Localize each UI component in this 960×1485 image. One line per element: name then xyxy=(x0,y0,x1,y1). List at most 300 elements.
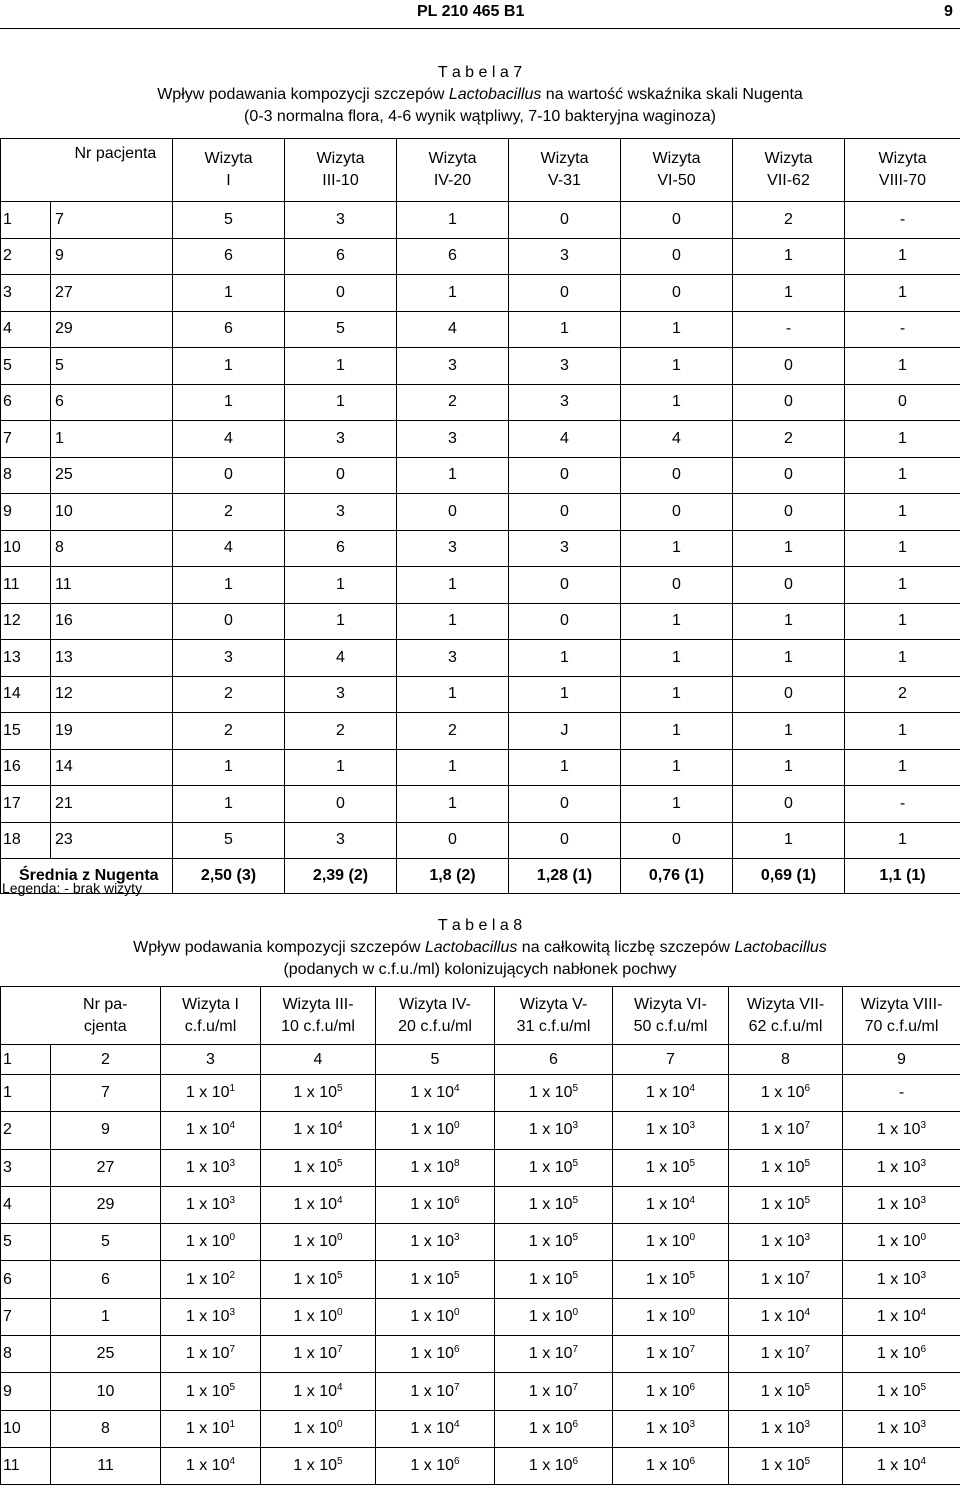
table-cell: 3 xyxy=(397,421,509,458)
table-row xyxy=(1,1261,960,1298)
table-cell xyxy=(376,1298,495,1335)
average-cell: 1,8 (2) xyxy=(397,859,509,894)
value-exponent: 3 xyxy=(805,1232,811,1243)
value-exponent: 3 xyxy=(690,1419,696,1430)
value-base: 1 x 10 xyxy=(293,1308,337,1325)
table-cell: 2 xyxy=(1,238,51,275)
table-cell: 1 xyxy=(51,1298,161,1335)
value-exponent: 5 xyxy=(573,1083,579,1094)
value-base: 1 x 10 xyxy=(529,1383,573,1400)
column-index-cell: 8 xyxy=(729,1045,843,1075)
table-cell: 5 xyxy=(173,822,285,859)
value-base: 1 x 10 xyxy=(293,1084,337,1101)
value-exponent: 5 xyxy=(573,1195,579,1206)
table-cell: 6 xyxy=(285,530,397,567)
value-exponent: 0 xyxy=(690,1232,696,1243)
table-cell: 8 xyxy=(1,1336,51,1373)
table-cell: 1 xyxy=(621,603,733,640)
table-cell: 1 xyxy=(509,676,621,713)
table-cell: 0 xyxy=(733,786,845,823)
table-cell xyxy=(376,1149,495,1186)
table-cell: 1 xyxy=(621,713,733,750)
table-cell xyxy=(161,1298,261,1335)
table-cell: 4 xyxy=(173,530,285,567)
table-7 xyxy=(0,138,960,894)
column-header-line1: Wizyta III- xyxy=(282,996,353,1013)
table-cell: 13 xyxy=(51,640,173,677)
table8-column-header xyxy=(376,987,495,1045)
value-exponent: 6 xyxy=(454,1344,460,1355)
column-header-line1: Wizyta xyxy=(205,150,253,167)
table-cell xyxy=(613,1336,729,1373)
value-base: 1 x 10 xyxy=(529,1196,573,1213)
average-cell: 1,28 (1) xyxy=(509,859,621,894)
table-cell xyxy=(376,1112,495,1149)
value-exponent: 4 xyxy=(454,1419,460,1430)
table-cell: 0 xyxy=(285,457,397,494)
value-exponent: 5 xyxy=(690,1158,696,1169)
table-cell xyxy=(495,1186,613,1223)
table8-caption-line1: Wpływ podawania kompozycji szczepów Lactobacillus na całkowitą liczbę szczepów Lactobacillus xyxy=(0,937,960,959)
value-base: 1 x 10 xyxy=(877,1420,921,1437)
value-exponent: 6 xyxy=(454,1456,460,1467)
table-cell xyxy=(843,1336,960,1373)
table-cell: 0 xyxy=(621,567,733,604)
value-base: 1 x 10 xyxy=(529,1159,573,1176)
column-header-line1: Wizyta I xyxy=(182,996,239,1013)
value-base: 1 x 10 xyxy=(761,1457,805,1474)
average-cell: 0,76 (1) xyxy=(621,859,733,894)
table-cell xyxy=(376,1075,495,1112)
value-exponent: 5 xyxy=(573,1270,579,1281)
column-header-line2: I xyxy=(226,172,230,189)
table8-column-header xyxy=(51,987,161,1045)
table-cell xyxy=(843,1186,960,1223)
table-cell: 14 xyxy=(1,676,51,713)
table7-column-header xyxy=(173,139,285,202)
table8-caption-line2: (podanych w c.f.u./ml) kolonizujących nabłonek pochwy xyxy=(0,959,960,981)
table-cell xyxy=(261,1186,376,1223)
table-row xyxy=(1,348,960,385)
column-header-line1: Wizyta VIII- xyxy=(861,996,943,1013)
table-cell xyxy=(261,1336,376,1373)
column-header-line1: Wizyta xyxy=(317,150,365,167)
value-base: 1 x 10 xyxy=(529,1345,573,1362)
value-exponent: 4 xyxy=(921,1307,927,1318)
table-cell: 0 xyxy=(733,676,845,713)
value-base: 1 x 10 xyxy=(646,1159,690,1176)
table7-column-header xyxy=(51,139,173,202)
value-exponent: 5 xyxy=(805,1158,811,1169)
value-exponent: 0 xyxy=(921,1232,927,1243)
table-cell: 3 xyxy=(397,348,509,385)
table-cell: 1 xyxy=(621,676,733,713)
table-cell: 1 xyxy=(845,348,960,385)
column-header-line2: VII-62 xyxy=(767,172,810,189)
value-base: 1 x 10 xyxy=(186,1345,230,1362)
value-exponent: 7 xyxy=(805,1270,811,1281)
value-exponent: 3 xyxy=(805,1419,811,1430)
value-exponent: 6 xyxy=(573,1456,579,1467)
column-header-line2: c.f.u/ml xyxy=(185,1018,237,1035)
column-header-line1: Wizyta xyxy=(879,150,927,167)
average-label: Średnia z Nugenta xyxy=(1,859,173,894)
table-cell xyxy=(495,1149,613,1186)
value-exponent: 3 xyxy=(921,1419,927,1430)
value-base: 1 x 10 xyxy=(410,1271,454,1288)
table7-column-header xyxy=(509,139,621,202)
table-cell: 1 xyxy=(397,749,509,786)
table-row xyxy=(1,567,960,604)
value-exponent: 6 xyxy=(573,1419,579,1430)
table-cell xyxy=(495,1075,613,1112)
table-cell: 1 xyxy=(509,749,621,786)
table-cell: 1 xyxy=(733,275,845,312)
value-base: 1 x 10 xyxy=(293,1159,337,1176)
table-cell xyxy=(376,1224,495,1261)
value-exponent: 7 xyxy=(805,1344,811,1355)
table-cell xyxy=(843,1224,960,1261)
value-base: 1 x 10 xyxy=(877,1345,921,1362)
table-cell xyxy=(376,1410,495,1447)
table-cell xyxy=(729,1298,843,1335)
column-header-line2: VIII-70 xyxy=(879,172,926,189)
value-base: 1 x 10 xyxy=(410,1233,454,1250)
table-cell: 9 xyxy=(51,1112,161,1149)
document-id: PL 210 465 B1 xyxy=(417,3,524,21)
value-base: 1 x 10 xyxy=(529,1457,573,1474)
table-row xyxy=(1,1373,960,1410)
value-exponent: 4 xyxy=(690,1083,696,1094)
table-cell: 2 xyxy=(285,713,397,750)
table-cell: 2 xyxy=(845,676,960,713)
value-exponent: 0 xyxy=(337,1232,343,1243)
column-index-cell: 1 xyxy=(1,1045,51,1075)
table-cell: 7 xyxy=(51,1075,161,1112)
table-cell xyxy=(495,1261,613,1298)
table-cell: - xyxy=(845,786,960,823)
table-cell: 12 xyxy=(51,676,173,713)
table-cell: 2 xyxy=(173,713,285,750)
value-exponent: 4 xyxy=(454,1083,460,1094)
value-exponent: 3 xyxy=(230,1195,236,1206)
column-header-line2: 50 c.f.u/ml xyxy=(634,1018,708,1035)
table-cell xyxy=(613,1186,729,1223)
column-header-line1: Wizyta VI- xyxy=(634,996,707,1013)
table-cell: 10 xyxy=(51,1373,161,1410)
table-cell: 5 xyxy=(173,202,285,239)
table-cell: 13 xyxy=(1,640,51,677)
table-cell: 0 xyxy=(733,494,845,531)
table-cell: 6 xyxy=(173,238,285,275)
table-cell xyxy=(161,1224,261,1261)
table-cell xyxy=(843,1261,960,1298)
table-cell: 3 xyxy=(509,384,621,421)
column-header-line2: 70 c.f.u/ml xyxy=(865,1018,939,1035)
column-header-line2: 10 c.f.u/ml xyxy=(281,1018,355,1035)
table-cell xyxy=(261,1075,376,1112)
average-row xyxy=(1,859,960,894)
value-base: 1 x 10 xyxy=(877,1233,921,1250)
table-cell: 1 xyxy=(733,713,845,750)
value-exponent: 0 xyxy=(690,1307,696,1318)
value-exponent: 0 xyxy=(230,1232,236,1243)
table-cell: 3 xyxy=(509,530,621,567)
value-base: 1 x 10 xyxy=(410,1457,454,1474)
table-cell: 1 xyxy=(733,238,845,275)
table-row xyxy=(1,603,960,640)
table7-column-header xyxy=(397,139,509,202)
table-cell: 1 xyxy=(173,786,285,823)
table-cell: 5 xyxy=(1,1224,51,1261)
value-base: 1 x 10 xyxy=(186,1271,230,1288)
table-cell xyxy=(261,1261,376,1298)
value-base: 1 x 10 xyxy=(186,1233,230,1250)
column-header-line1: Wizyta IV- xyxy=(399,996,471,1013)
table-cell: 12 xyxy=(1,603,51,640)
table-cell: 1 xyxy=(621,749,733,786)
value-base: 1 x 10 xyxy=(410,1345,454,1362)
table-cell: 9 xyxy=(1,494,51,531)
table-cell: 27 xyxy=(51,1149,161,1186)
table-cell: 1 xyxy=(621,384,733,421)
table-cell xyxy=(261,1373,376,1410)
value-exponent: 6 xyxy=(921,1344,927,1355)
table-row xyxy=(1,786,960,823)
table-cell: 2 xyxy=(733,421,845,458)
table-cell: 1 xyxy=(509,640,621,677)
table8-column-header xyxy=(495,987,613,1045)
column-index-row xyxy=(1,1045,960,1075)
table-cell xyxy=(729,1224,843,1261)
table-cell xyxy=(729,1112,843,1149)
table-cell: 0 xyxy=(621,457,733,494)
table-cell xyxy=(729,1410,843,1447)
table-cell xyxy=(261,1298,376,1335)
table-cell: 1 xyxy=(397,275,509,312)
column-header-line2: 31 c.f.u/ml xyxy=(517,1018,591,1035)
table-cell: 29 xyxy=(51,1186,161,1223)
table-cell: 7 xyxy=(51,202,173,239)
table-cell: 1 xyxy=(173,348,285,385)
table-cell: 3 xyxy=(285,494,397,531)
value-base: 1 x 10 xyxy=(186,1159,230,1176)
table-cell: 1 xyxy=(845,603,960,640)
table-cell xyxy=(613,1075,729,1112)
table-row xyxy=(1,676,960,713)
table-cell xyxy=(843,1298,960,1335)
table-cell xyxy=(161,1186,261,1223)
table-row xyxy=(1,457,960,494)
table-row xyxy=(1,640,960,677)
table-cell: 0 xyxy=(621,202,733,239)
table-cell xyxy=(495,1447,613,1484)
value-exponent: 7 xyxy=(573,1382,579,1393)
table7-title: T a b e l a 7 xyxy=(0,62,960,84)
table-cell: 5 xyxy=(1,348,51,385)
table-cell xyxy=(161,1447,261,1484)
table-cell: 1 xyxy=(285,348,397,385)
column-header-line1: Wizyta VII- xyxy=(747,996,824,1013)
table-cell xyxy=(261,1410,376,1447)
table-cell: 6 xyxy=(397,238,509,275)
table-cell: 4 xyxy=(397,311,509,348)
table-cell: 6 xyxy=(51,1261,161,1298)
table-cell: 11 xyxy=(51,567,173,604)
table-cell: 4 xyxy=(285,640,397,677)
table-cell: 1 xyxy=(173,749,285,786)
table-cell xyxy=(495,1373,613,1410)
value-base: 1 x 10 xyxy=(186,1196,230,1213)
table-cell: 1 xyxy=(1,202,51,239)
table-cell: 1 xyxy=(845,567,960,604)
value-base: 1 x 10 xyxy=(293,1121,337,1138)
table-cell: 0 xyxy=(509,457,621,494)
value-exponent: 3 xyxy=(921,1120,927,1131)
value-base: 1 x 10 xyxy=(877,1271,921,1288)
table-cell: 1 xyxy=(397,603,509,640)
value-exponent: 0 xyxy=(337,1307,343,1318)
table-cell: - xyxy=(845,202,960,239)
table8-column-header xyxy=(613,987,729,1045)
value-exponent: 4 xyxy=(337,1195,343,1206)
table-cell xyxy=(613,1261,729,1298)
value-base: 1 x 10 xyxy=(293,1196,337,1213)
value-exponent: 5 xyxy=(690,1270,696,1281)
column-index-cell: 2 xyxy=(51,1045,161,1075)
value-base: 1 x 10 xyxy=(646,1457,690,1474)
table-cell: 6 xyxy=(285,238,397,275)
table-cell: 0 xyxy=(509,567,621,604)
table-cell: 4 xyxy=(173,421,285,458)
table-row xyxy=(1,1447,960,1484)
table-cell: 2 xyxy=(397,384,509,421)
table-cell xyxy=(261,1149,376,1186)
table-cell: 11 xyxy=(1,567,51,604)
legend: Legenda: - brak wizyty xyxy=(2,880,142,896)
value-base: 1 x 10 xyxy=(293,1233,337,1250)
table-cell: 1 xyxy=(733,530,845,567)
table-cell: 5 xyxy=(51,1224,161,1261)
table-cell: 0 xyxy=(509,202,621,239)
table-row xyxy=(1,421,960,458)
value-exponent: 0 xyxy=(454,1120,460,1131)
table-cell: 1 xyxy=(621,530,733,567)
value-base: 1 x 10 xyxy=(410,1121,454,1138)
value-base: 1 x 10 xyxy=(646,1308,690,1325)
table-cell: 0 xyxy=(509,786,621,823)
value-exponent: 6 xyxy=(690,1382,696,1393)
column-header-line2: IV-20 xyxy=(434,172,471,189)
page-number: 9 xyxy=(944,3,953,21)
table-cell: 0 xyxy=(621,238,733,275)
table-cell xyxy=(729,1336,843,1373)
table-cell xyxy=(495,1410,613,1447)
value-base: 1 x 10 xyxy=(410,1196,454,1213)
value-base: 1 x 10 xyxy=(877,1457,921,1474)
value-exponent: 6 xyxy=(454,1195,460,1206)
table-cell xyxy=(495,1298,613,1335)
table-cell: 0 xyxy=(733,384,845,421)
table-cell: 19 xyxy=(51,713,173,750)
table8-title: T a b e l a 8 xyxy=(0,915,960,937)
column-header-line2: V-31 xyxy=(548,172,581,189)
value-base: 1 x 10 xyxy=(646,1233,690,1250)
value-exponent: 5 xyxy=(805,1195,811,1206)
table-cell: 2 xyxy=(1,1112,51,1149)
value-exponent: 0 xyxy=(454,1307,460,1318)
table-cell: 0 xyxy=(509,603,621,640)
value-exponent: 4 xyxy=(230,1456,236,1467)
table-cell xyxy=(261,1112,376,1149)
value-exponent: 4 xyxy=(230,1120,236,1131)
value-exponent: 5 xyxy=(805,1456,811,1467)
table-cell xyxy=(613,1410,729,1447)
table7-caption-line2: (0-3 normalna flora, 4-6 wynik wątpliwy, 7-10 bakteryjna waginoza) xyxy=(0,106,960,128)
column-header-line2: cjenta xyxy=(84,1018,127,1035)
value-base: 1 x 10 xyxy=(186,1457,230,1474)
value-exponent: 5 xyxy=(573,1158,579,1169)
value-base: 1 x 10 xyxy=(761,1345,805,1362)
table-cell: 0 xyxy=(621,494,733,531)
table-cell xyxy=(613,1112,729,1149)
table-cell: 4 xyxy=(621,421,733,458)
table7-column-header xyxy=(1,139,51,202)
table-cell: 3 xyxy=(285,676,397,713)
value-exponent: 7 xyxy=(454,1382,460,1393)
value-exponent: 5 xyxy=(454,1270,460,1281)
table-cell: 1 xyxy=(397,457,509,494)
value-exponent: 5 xyxy=(921,1382,927,1393)
value-base: 1 x 10 xyxy=(293,1345,337,1362)
table-cell: 1 xyxy=(285,567,397,604)
table-cell: 1 xyxy=(845,530,960,567)
table-cell: 1 xyxy=(621,640,733,677)
table-cell xyxy=(843,1447,960,1484)
value-exponent: 3 xyxy=(921,1158,927,1169)
table-cell xyxy=(161,1373,261,1410)
table-cell: 0 xyxy=(397,494,509,531)
value-base: 1 x 10 xyxy=(646,1271,690,1288)
value-exponent: 5 xyxy=(230,1382,236,1393)
table-cell: 2 xyxy=(397,713,509,750)
value-base: 1 x 10 xyxy=(186,1121,230,1138)
column-index-cell: 4 xyxy=(261,1045,376,1075)
table-row xyxy=(1,202,960,239)
value-base: 1 x 10 xyxy=(761,1196,805,1213)
table-cell: 1 xyxy=(845,713,960,750)
table-cell: 1 xyxy=(733,640,845,677)
value-exponent: 7 xyxy=(337,1344,343,1355)
value-exponent: 5 xyxy=(573,1232,579,1243)
table-cell: 0 xyxy=(733,457,845,494)
table-cell: 16 xyxy=(51,603,173,640)
column-header-line1: Nr pa- xyxy=(83,996,127,1013)
table8-header-row xyxy=(1,987,960,1045)
table-cell xyxy=(843,1410,960,1447)
table-cell: 14 xyxy=(51,749,173,786)
value-base: 1 x 10 xyxy=(761,1271,805,1288)
value-exponent: 7 xyxy=(805,1120,811,1131)
value-base: 1 x 10 xyxy=(186,1084,230,1101)
value-base: 1 x 10 xyxy=(877,1121,921,1138)
value-base: 1 x 10 xyxy=(646,1084,690,1101)
table-cell xyxy=(161,1410,261,1447)
value-exponent: 4 xyxy=(805,1307,811,1318)
table-cell: 3 xyxy=(173,640,285,677)
table-cell: 0 xyxy=(621,275,733,312)
value-base: 1 x 10 xyxy=(761,1084,805,1101)
